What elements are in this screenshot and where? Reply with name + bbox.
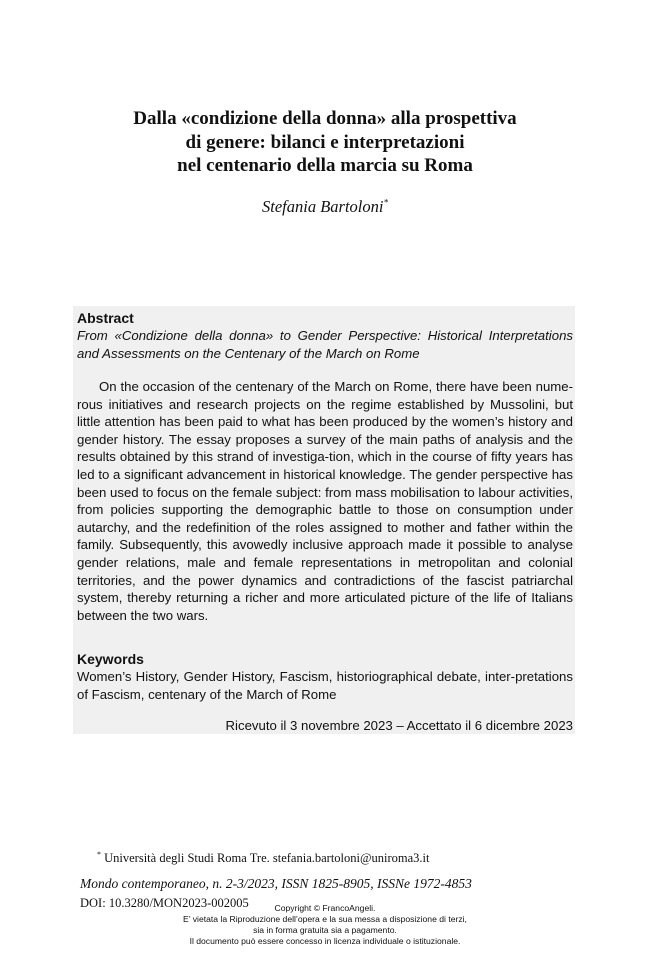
abstract-english-title: From «Condizione della donna» to Gender Perspective: Historical Interpretations and Assessments on the Centenary of the March on Rome	[77, 328, 573, 361]
copyright-notice	[120, 903, 530, 947]
abstract-text: On the occasion of the centenary of the March on Rome, there have been nume-rous initiatives and research projects on the regime established by Mussolini, but little attention has been paid to what has been produced by the women’s history and gender history. The essay proposes a survey of the main paths of analysis and the results obtained by this strand of investiga-tion, which in the course of fifty years has led to a significant advancement in historical knowledge. The gender perspective has been used to focus on the female subject: from mass mobilisation to labour activities, from policies supporting the demographic battle to those on consumption under autarchy, and the redefinition of the roles assigned to mother and father within the family. Subsequently, this avowedly inclusive approach made it possible to analyse gender relations, male and female representations in metropolitan and colonial territories, and the power dynamics and contradictions of the fascist patriarchal system, thereby returning a richer and more articulated picture of the life of Italians between the two wars.	[77, 379, 573, 623]
footnote-text: Università degli Studi Roma Tre. stefania.bartoloni@uniroma3.it	[101, 851, 430, 866]
received-accepted-dates: Ricevuto il 3 novembre 2023 – Accettato il 6 dicembre 2023	[225, 718, 573, 733]
title-line: Dalla «condizione della donna» alla prospettiva	[133, 108, 517, 129]
copyright-line: sia in forma gratuita sia a pagamento.	[253, 925, 397, 935]
title-line: nel centenario della marcia su Roma	[177, 155, 473, 176]
author-footnote-mark: *	[383, 197, 388, 208]
affiliation-footnote	[97, 850, 430, 866]
journal-citation: Mondo contemporaneo, n. 2-3/2023, ISSN 1825-8905, ISSNe 1972-4853	[80, 876, 472, 891]
author-name: Stefania Bartoloni	[262, 197, 384, 216]
copyright-line: Il documento può essere concesso in licenza individuale o istituzionale.	[189, 936, 461, 946]
article-title	[0, 107, 650, 178]
keywords-text: Women’s History, Gender History, Fascism, historiographical debate, inter-pretations of Fascism, centenary of the March of Rome	[77, 669, 573, 702]
author	[0, 197, 650, 217]
title-line: di genere: bilanci e interpretazioni	[185, 131, 465, 153]
abstract-heading: Abstract	[77, 310, 134, 326]
footnote-mark: *	[97, 850, 101, 859]
copyright-line: Copyright © FrancoAngeli.	[274, 903, 376, 913]
doi: DOI: 10.3280/MON2023-002005	[80, 896, 249, 910]
keywords-heading: Keywords	[77, 651, 144, 667]
copyright-line: E’ vietata la Riproduzione dell’opera e la sua messa a disposizione di terzi,	[183, 914, 467, 924]
